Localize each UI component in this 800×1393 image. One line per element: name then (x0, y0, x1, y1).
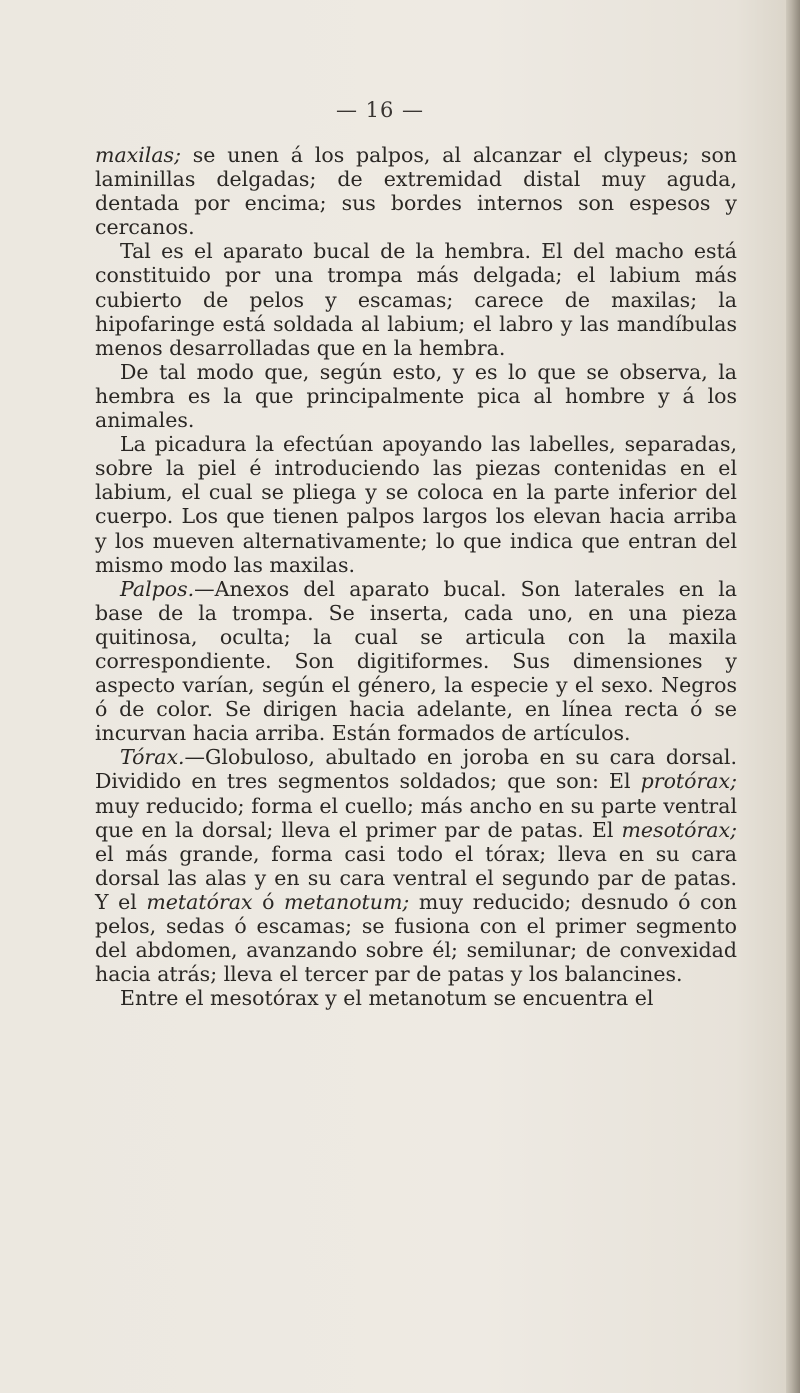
text-span: Entre el mesotórax y el metanotum se encuentra el (120, 986, 654, 1011)
term-metatorax: metatórax (146, 889, 253, 914)
text-span: De tal modo que, según esto, y es lo que se observa, la hembra es la que principalmente pica al hombre y á los animales. (95, 359, 737, 433)
paragraph-trailing (95, 986, 737, 1010)
page-number: — 16 — (335, 98, 425, 122)
paragraph-continuation (95, 143, 737, 239)
text-span: ó (252, 889, 284, 914)
page-edge-shadow (786, 0, 800, 1393)
paragraph-torax (95, 745, 737, 986)
term-protorax: protórax; (640, 769, 737, 794)
text-span: Tal es el aparato bucal de la hembra. El del macho está constituido por una trompa más delgada; el labium más cubierto de pelos y escamas; carece de maxilas; la hipofaringe está soldada al labium; el labro y las mandíbulas menos desarrolladas que en la hembra. (95, 239, 737, 360)
term-mesotorax: mesotórax; (621, 817, 737, 842)
text-span: el más grande, forma casi todo el tórax; lleva en su cara dorsal las alas y en su cara ventral el segundo par de patas. Y el (95, 841, 737, 914)
section-heading-torax: Tórax. (120, 745, 185, 770)
paragraph-male-apparatus (95, 239, 737, 359)
body-text (95, 143, 737, 1010)
text-span: —Globuloso, abultado en joroba en su cara dorsal. Dividido en tres segmentos soldados; que son: El (95, 745, 737, 794)
paragraph-bite-mechanism (95, 432, 737, 577)
text-span: La picadura la efectúan apoyando las labelles, separadas, sobre la piel é introduciendo las piezas contenidas en el labium, el cual se pliega y se coloca en la parte inferior del cuerpo. Los que tienen palpos largos los elevan hacia arriba y los mueven alternativamente; lo que indica que entran del mismo modo las maxilas. (95, 432, 737, 577)
paragraph-female-bites (95, 360, 737, 432)
text-span: muy reducido; forma el cuello; más ancho en su parte ventral que en la dorsal; lleva el primer par de patas. El (95, 793, 737, 842)
text-span: se unen á los palpos, al alcanzar el clypeus; son laminillas delgadas; de extremidad distal muy aguda, dentada por encima; sus bordes internos son espesos y cercanos. (95, 143, 737, 240)
text-span: maxilas; (95, 143, 181, 167)
text-span: muy reducido; desnudo ó con pelos, sedas ó escamas; se fusiona con el primer segmento del abdomen, avanzando sobre él; semilunar; de convexidad hacia atrás; lleva el tercer par de patas y los balancines. (95, 889, 737, 987)
term-metanotum: metanotum; (283, 889, 410, 914)
paragraph-palpos (95, 577, 737, 746)
section-heading-palpos: Palpos. (120, 576, 195, 601)
text-span: —Anexos del aparato bucal. Son laterales en la base de la trompa. Se inserta, cada uno, en una pieza quitinosa, oculta; la cual se articula con la maxila correspondiente. Son digitiformes. Sus dimensiones y aspecto varían, según el género, la especie y el sexo. Negros ó de color. Se dirigen hacia adelante, en línea recta ó se incurvan hacia arriba. Están formados de artículos. (95, 576, 737, 746)
